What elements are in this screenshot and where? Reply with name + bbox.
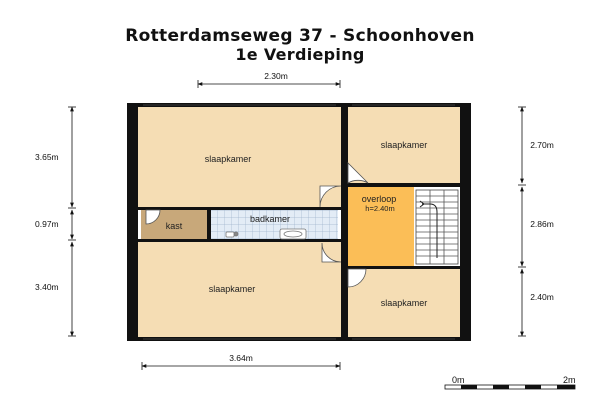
plan-title-address: Rotterdamseweg 37 - Schoonhoven bbox=[125, 26, 475, 46]
label-bedroom-bottom-right: slaapkamer bbox=[380, 298, 428, 308]
label-landing: overloop bbox=[361, 194, 397, 204]
scale-bar-end: 2m bbox=[563, 375, 576, 385]
dim-top-width: 2.30m bbox=[264, 71, 288, 81]
dim-bottom-width: 3.64m bbox=[229, 353, 253, 363]
label-bedroom-bottom-left: slaapkamer bbox=[208, 284, 256, 294]
staircase-icon bbox=[416, 190, 458, 264]
label-landing-height: h=2.40m bbox=[365, 204, 395, 213]
plan-title-floor: 1e Verdieping bbox=[235, 45, 365, 64]
dim-left-middle: 0.97m bbox=[35, 219, 59, 229]
dim-left-bottom: 3.40m bbox=[35, 282, 59, 292]
label-bathroom: badkamer bbox=[249, 214, 291, 224]
label-closet: kast bbox=[165, 221, 183, 231]
dim-right-middle: 2.86m bbox=[530, 219, 554, 229]
dim-right-top: 2.70m bbox=[530, 140, 554, 150]
scale-bar-start: 0m bbox=[452, 375, 465, 385]
dim-right-bottom: 2.40m bbox=[530, 292, 554, 302]
dim-left-top: 3.65m bbox=[35, 152, 59, 162]
label-bedroom-top-right: slaapkamer bbox=[380, 140, 428, 150]
scale-bar bbox=[445, 385, 575, 389]
label-bedroom-top-left: slaapkamer bbox=[204, 154, 252, 164]
